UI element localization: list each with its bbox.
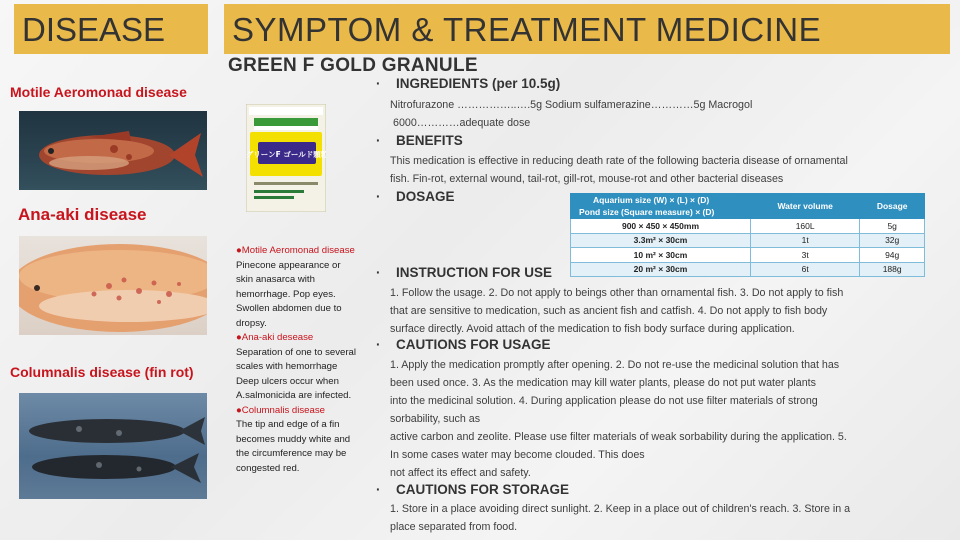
header-size: Aquarium size (W) × (L) × (D) Pond size (Square measure) × (D): [571, 194, 751, 219]
benefits-text: This medication is effective in reducing death rate of the following bacteria disease of ornamental fish. Fin-rot, external wound, tail-rot, gill-rot, mouse-rot and other bacterial diseases: [390, 155, 848, 185]
cell-volume: 3t: [751, 248, 860, 263]
symptom-descriptions: [236, 244, 356, 476]
product-box-label: グリーンF ゴールド顆粒: [246, 150, 326, 159]
table-row: [571, 219, 925, 234]
cautions-storage-heading: · CAUTIONS FOR STORAGE: [376, 482, 570, 497]
symptom-item: ●Columnalis disease: [236, 404, 325, 416]
cell-size: 3.3m² × 30cm: [571, 233, 751, 248]
product-name: GREEN F GOLD GRANULE: [228, 55, 478, 76]
ingredients-text: Nitrofurazone ……………..….5g Sodium sulfamerazine…………5g Macrogol 6000…………adequate dose: [390, 99, 753, 129]
disease-title-motile-aeromonad: Motile Aeromonad disease: [10, 84, 187, 100]
symptom-treatment-banner: [224, 4, 950, 54]
table-row: [571, 233, 925, 248]
cell-volume: 160L: [751, 219, 860, 234]
product-package-image: [246, 104, 326, 212]
disease-title-ana-aki: Ana-aki disease: [18, 205, 147, 224]
cautions-storage-text: 1. Store in a place avoiding direct sunlight. 2. Keep in a place out of children's reach. 3. Store in a place separated from food.: [390, 503, 851, 533]
cell-size: 900 × 450 × 450mm: [571, 219, 751, 234]
dosage-table-header: [571, 194, 925, 219]
benefits-heading: · BENEFITS: [376, 133, 463, 148]
symptom-text: Pinecone appearance or skin anasarca with hemorrhage. Pop eyes. Swollen abdomen due to dropsy.: [236, 259, 342, 329]
symptom-name: Ana-aki desease: [241, 332, 314, 343]
koi-ana-aki-photo: [19, 236, 207, 335]
cell-dosage: 94g: [860, 248, 925, 263]
cautions-usage-heading: · CAUTIONS FOR USAGE: [376, 337, 551, 352]
symptom-name: Motile Aeromonad disease: [241, 245, 355, 256]
disease-title-columnalis: Columnalis disease (fin rot): [10, 364, 194, 380]
symptom-item: ●Ana-aki desease: [236, 332, 314, 343]
table-row: [571, 248, 925, 263]
cell-dosage: 188g: [860, 262, 925, 277]
koi-motile-aeromonad-photo: [19, 111, 207, 190]
dosage-heading: · DOSAGE: [376, 189, 455, 204]
header-dosage: Dosage: [860, 194, 925, 219]
table-row: [571, 262, 925, 277]
disease-banner-title: DISEASE: [22, 10, 166, 48]
header-volume: Water volume: [751, 194, 860, 219]
instruction-heading: · INSTRUCTION FOR USE: [376, 265, 553, 280]
cell-dosage: 32g: [860, 233, 925, 248]
cell-size: 10 m² × 30cm: [571, 248, 751, 263]
cell-volume: 1t: [751, 233, 860, 248]
instruction-text: 1. Follow the usage. 2. Do not apply to beings other than ornamental fish. 3. Do not apply to fish that are sensitive to medication, such as ancient fish and catfish. 4. Do not apply to fish body surface directly. Avoid attach of the medication to fish body surface during application.: [390, 287, 844, 335]
cell-dosage: 5g: [860, 219, 925, 234]
disease-banner: [14, 4, 208, 54]
symptom-treatment-title: SYMPTOM & TREATMENT MEDICINE: [232, 10, 822, 48]
symptom-text: The tip and edge of a fin becomes muddy white and the circumference may be congested red.: [236, 419, 351, 474]
symptom-name: Columnalis disease: [241, 404, 325, 416]
dosage-table: [570, 193, 925, 277]
koi-columnalis-photo: [19, 393, 207, 499]
symptom-item: ●Motile Aeromonad disease: [236, 245, 355, 256]
cell-size: 20 m² × 30cm: [571, 262, 751, 277]
ingredients-heading: · INGREDIENTS (per 10.5g): [376, 76, 561, 91]
cautions-usage-text: 1. Apply the medication promptly after opening. 2. Do not re-use the medicinal solution that has been used once. 3. As the medication may kill water plants, please do not put water plants into the medicinal solution. 4. During application please do not use filter materials of strong sorbability, such as active carbon and zeolite. Please use filter materials of weak sorbability during the application. 5. In some cases water may become clouded. This does not affect its effect and safety.: [390, 359, 847, 479]
cell-volume: 6t: [751, 262, 860, 277]
symptom-text: Separation of one to several scales with hemorrhage Deep ulcers occur when A.salmonicida are infected.: [236, 346, 357, 401]
